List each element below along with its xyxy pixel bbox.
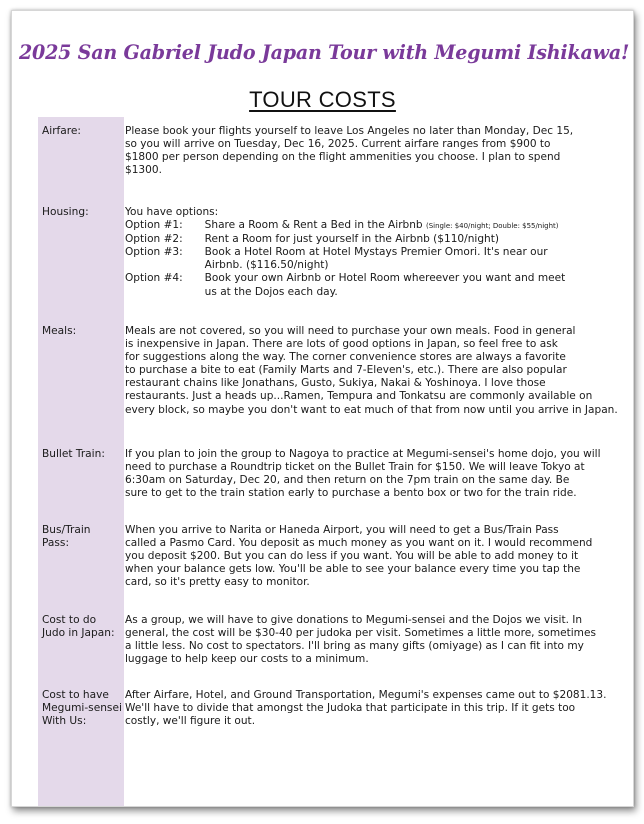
section-label: Meals: — [42, 325, 77, 337]
option-label: Option #2: — [125, 233, 183, 246]
housing-option-2 — [125, 233, 623, 246]
page-title: 2025 San Gabriel Judo Japan Tour with Megumi Ishikawa! — [18, 41, 630, 64]
text-line: restaurants. Just a heads up...Ramen, Tempura and Tonkatsu are commonly available on — [125, 390, 593, 403]
section-label: Airfare: — [42, 125, 81, 137]
option-label: Option #1: — [125, 219, 183, 232]
text-line: $1800 per person depending on the flight ammenities you choose. I plan to spend — [125, 151, 561, 164]
text-line: As a group, we will have to give donations to Megumi-sensei and the Dojos we visit. In — [125, 614, 583, 626]
section-body — [125, 325, 625, 417]
housing-option-1 — [125, 219, 623, 233]
text-line: called a Pasmo Card. You deposit as much money as you want on it. I would recommend — [125, 537, 593, 550]
text-line: to purchase a bite to eat (Family Marts and 7-Eleven's, etc.). There are also popular — [125, 364, 567, 377]
page-subtitle: TOUR COSTS — [249, 87, 396, 112]
section-label: Housing: — [42, 206, 89, 218]
text-line: when your balance gets low. You'll be able to see your balance every time you tap the — [125, 563, 581, 576]
text-line: luggage to help keep our costs to a minimum. — [125, 653, 369, 666]
section-label: Cost to have Megumi-sensei With Us: — [42, 689, 122, 728]
option-price-note: (Single: $40/night; Double: $55/night) — [425, 222, 559, 231]
text-line: restaurant chains like Jonathans, Gusto, Sukiya, Nakai & Yoshinoya. I love those — [125, 377, 546, 390]
section-body — [125, 689, 625, 728]
text-line: After Airfare, Hotel, and Ground Transportation, Megumi's expenses came out to $2081.13. — [125, 689, 607, 701]
text-line: you deposit $200. But you can do less if you want. You will be able to add money to it — [125, 550, 579, 563]
text-line: Meals are not covered, so you will need to purchase your own meals. Food in general — [125, 325, 576, 337]
text-line: for suggestions along the way. The corner convenience stores are always a favorite — [125, 351, 566, 364]
text-line: When you arrive to Narita or Haneda Airport, you will need to get a Bus/Train Pass — [125, 524, 559, 536]
section-body — [125, 125, 625, 177]
option-label: Option #3: — [125, 246, 183, 259]
section-label: Cost to do Judo in Japan: — [42, 614, 115, 640]
text-line: 6:30am on Saturday, Dec 20, and then return on the 7pm train on the same day. Be — [125, 474, 570, 487]
text-line: general, the cost will be $30-40 per judoka per visit. Sometimes a little more, sometimes — [125, 627, 596, 640]
housing-intro: You have options: — [125, 206, 219, 218]
text-line: a little less. No cost to spectators. I'll bring as many gifts (omiyage) as I can fit into my — [125, 640, 584, 653]
section-body — [125, 524, 625, 589]
option-text: us at the Dojos each day. — [204, 285, 338, 298]
option-text: Book your own Airbnb or Hotel Room whereever you want and meet — [204, 272, 566, 285]
option-text: Airbnb. ($116.50/night) — [204, 259, 329, 272]
text-line: $1300. — [125, 164, 162, 177]
section-label: Bullet Train: — [42, 448, 105, 460]
text-line: need to purchase a Roundtrip ticket on the Bullet Train for $150. We will leave Tokyo at — [125, 461, 585, 474]
tour-costs-page — [11, 10, 634, 807]
text-line: card, so it's pretty easy to monitor. — [125, 576, 310, 589]
text-line: Please book your flights yourself to leave Los Angeles no later than Monday, Dec 15, — [125, 125, 574, 137]
text-line: If you plan to join the group to Nagoya to practice at Megumi-sensei's home dojo, you will — [125, 448, 601, 460]
section-label: Bus/Train Pass: — [42, 524, 91, 550]
section-body — [125, 206, 625, 299]
option-text: Rent a Room for just yourself in the Airbnb ($110/night) — [204, 233, 499, 246]
page-subtitle-wrap — [12, 87, 633, 113]
text-line: sure to get to the train station early to purchase a bento box or two for the train ride. — [125, 487, 577, 500]
text-line: costly, we'll figure it out. — [125, 715, 256, 728]
housing-option-4 — [125, 272, 623, 298]
housing-option-3 — [125, 246, 623, 272]
option-text: Share a Room & Rent a Bed in the Airbnb — [204, 219, 426, 232]
option-text: Book a Hotel Room at Hotel Mystays Premier Omori. It's near our — [204, 246, 548, 259]
text-line: is inexpensive in Japan. There are lots of good options in Japan, so feel free to ask — [125, 338, 558, 351]
text-line: We'll have to divide that amongst the Judoka that participate in this trip. If it gets too — [125, 702, 576, 715]
section-body — [125, 448, 625, 500]
option-label: Option #4: — [125, 272, 183, 285]
text-line: every block, so maybe you don't want to eat much of that from now until you arrive in Japan. — [125, 403, 618, 416]
text-line: so you will arrive on Tuesday, Dec 16, 2025. Current airfare ranges from $900 to — [125, 138, 551, 151]
section-body — [125, 614, 625, 666]
